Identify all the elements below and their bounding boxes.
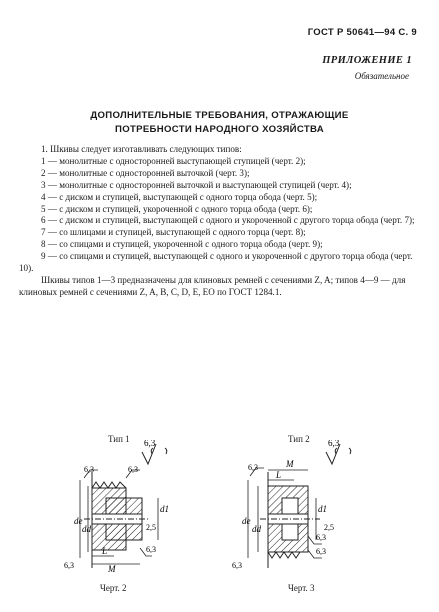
dim-dd-label: dd xyxy=(252,524,261,534)
body-text xyxy=(19,144,421,299)
dim-dd-label: dd xyxy=(82,524,91,534)
roughness-top-left-label: 6,3 xyxy=(248,463,258,472)
figure-2-type-label: Тип 2 xyxy=(288,434,310,444)
figure-1-type-label: Тип 1 xyxy=(108,434,130,444)
page-header: ГОСТ Р 50641—94 С. 9 xyxy=(307,27,417,38)
dim-de-label: de xyxy=(242,516,251,526)
list-item-3: 3 — монолитные с односторонней выточкой и выступающей ступицей (черт. 4); xyxy=(41,179,352,190)
roughness-inner-label: 2,5 xyxy=(324,523,334,532)
pulley-section xyxy=(84,472,148,568)
section-title-line1: ДОПОЛНИТЕЛЬНЫЕ ТРЕБОВАНИЯ, ОТРАЖАЮЩИЕ xyxy=(90,110,349,121)
roughness-inner-label: 2,5 xyxy=(146,523,156,532)
note-paragraph: Шкивы типов 1—3 предназначены для клиновых ремней с сечениями Z, A; типов 4—9 — для клиновых ремней с сечениями Z, A, B, C, D, E, EO по ГОСТ 1284.1. xyxy=(19,274,406,297)
roughness-right-low-label: 6,3 xyxy=(316,547,326,556)
list-item-9: 9 — со спицами и ступицей, выступающей с одного и укороченной с другого торца обода (черт. 10). xyxy=(19,251,413,274)
intro-paragraph: 1. Шкивы следует изготавливать следующих типов: xyxy=(41,144,242,154)
roughness-left-bottom-label: 6,3 xyxy=(64,561,74,570)
section-title-line2: ПОТРЕБНОСТИ НАРОДНОГО ХОЗЯЙСТВА xyxy=(115,124,324,135)
dim-m-label: M xyxy=(286,459,294,469)
roughness-right-mid-label: 6,3 xyxy=(316,533,326,542)
list-item-4: 4 — с диском и ступицей, выступающей с одного торца обода (черт. 5); xyxy=(41,191,318,202)
list-item-6: 6 — с диском и ступицей, выступающей с одного и укороченной с другого торца обода (черт. 7); xyxy=(41,215,415,226)
list-item-5: 5 — с диском и ступицей, укороченной с одного торца обода (черт. 6); xyxy=(41,203,313,214)
dim-de-label: de xyxy=(74,516,83,526)
roughness-main-label: 6,3 xyxy=(328,440,340,448)
appendix-subtitle: Обязательное xyxy=(354,71,409,81)
dim-d1-label: d1 xyxy=(160,504,169,514)
list-item-1: 1 — монолитные с односторонней выступающей ступицей (черт. 2); xyxy=(41,155,306,166)
figure-2-caption: Черт. 3 xyxy=(288,583,315,593)
dim-m-label: M xyxy=(108,564,116,574)
roughness-main-label: 6,3 xyxy=(144,440,156,448)
roughness-bottom-right-label: 6,3 xyxy=(146,545,156,554)
list-item-7: 7 — со шлицами и ступицей, выступающей с одного торца (черт. 8); xyxy=(41,227,306,238)
figure-1-drawing xyxy=(62,440,192,575)
roughness-top-left-label: 6,3 xyxy=(84,465,94,474)
roughness-top-right-label: 6,3 xyxy=(128,465,138,474)
dim-l-label: L xyxy=(276,470,282,480)
figure-1-caption: Черт. 2 xyxy=(100,583,127,593)
list-item-8: 8 — со спицами и ступицей, укороченной с одного торца обода (черт. 9); xyxy=(41,239,323,250)
appendix-title: ПРИЛОЖЕНИЕ 1 xyxy=(322,55,412,66)
roughness-left-bottom-label: 6,3 xyxy=(232,561,242,570)
figure-2-drawing xyxy=(230,440,370,575)
dim-l-label: L xyxy=(102,546,108,556)
list-item-2: 2 — монолитные с односторонней выточкой (черт. 3); xyxy=(41,167,250,178)
dim-d1-label: d1 xyxy=(318,504,327,514)
